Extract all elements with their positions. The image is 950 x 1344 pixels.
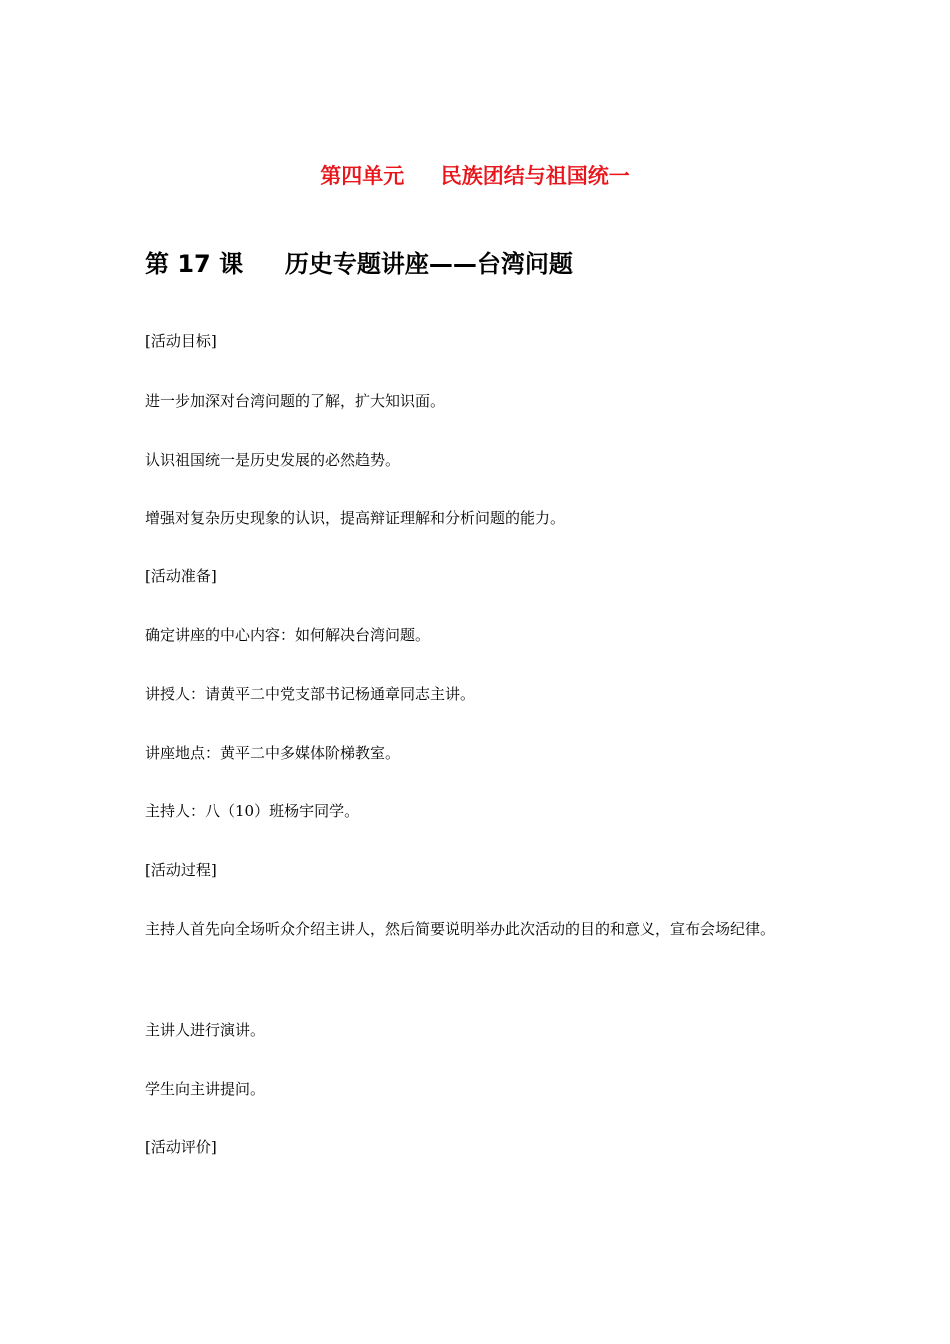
- prep-heading: [活动准备]: [145, 567, 217, 585]
- goals-heading: [活动目标]: [145, 332, 217, 350]
- process-item-2: 主讲人进行演讲。: [145, 1021, 266, 1039]
- eval-heading: [活动评价]: [145, 1138, 217, 1156]
- process-item-3: 学生向主讲提问。: [145, 1080, 266, 1098]
- unit-title: 第四单元 民族团结与祖国统一: [320, 164, 630, 188]
- goal-item-2: 认识祖国统一是历史发展的必然趋势。: [145, 451, 401, 469]
- prep-item-1: 确定讲座的中心内容：如何解决台湾问题。: [145, 626, 431, 644]
- prep-item-2: 讲授人：请黄平二中党支部书记杨通章同志主讲。: [145, 685, 476, 703]
- prep-item-4: 主持人：八（10）班杨宇同学。: [145, 802, 360, 820]
- process-item-1: 主持人首先向全场听众介绍主讲人，然后简要说明举办此次活动的目的和意义，宣布会场纪律。: [145, 920, 776, 938]
- goal-item-3: 增强对复杂历史现象的认识，提高辩证理解和分析问题的能力。: [145, 509, 566, 527]
- lesson-title: 第 17 课 历史专题讲座——台湾问题: [145, 250, 573, 278]
- goal-item-1: 进一步加深对台湾问题的了解，扩大知识面。: [145, 392, 446, 410]
- prep-item-3: 讲座地点：黄平二中多媒体阶梯教室。: [145, 744, 401, 762]
- process-heading: [活动过程]: [145, 861, 217, 879]
